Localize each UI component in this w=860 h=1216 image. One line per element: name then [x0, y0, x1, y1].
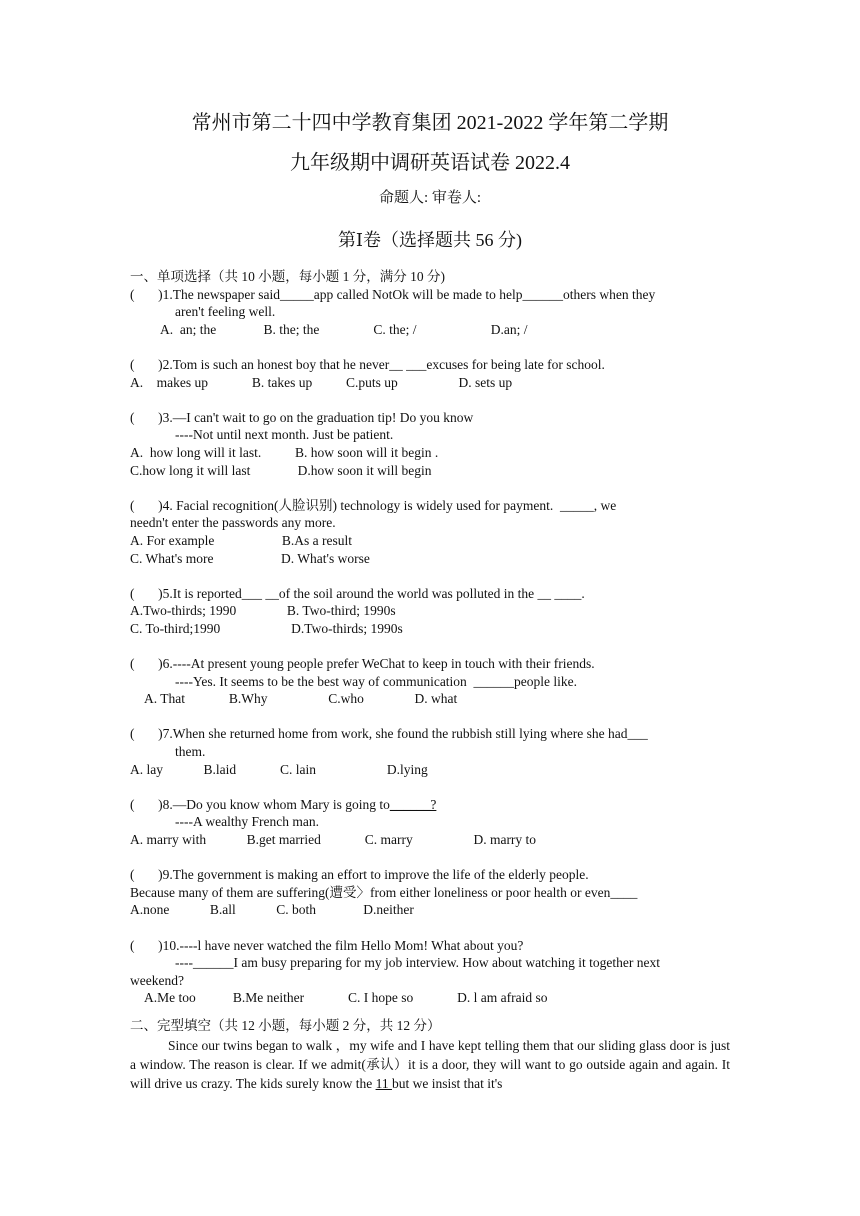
q4-options-line1: A. For example B.As a result: [130, 532, 352, 548]
q4-stem-line1: ( )4. Facial recognition(人脸识别) technology is widely used for payment. _____, we: [130, 497, 617, 513]
section1-heading: 一、单项选择（共 10 小题，每小题 1 分，满分 10 分): [130, 269, 445, 284]
q8-options: A. marry with B.get married C. marry D. marry to: [130, 832, 537, 847]
q5-stem: ( )5.It is reported___ __of the soil around the world was polluted in the __ ____.: [130, 585, 585, 601]
q3-stem-line1: ( )3.—I can't wait to go on the graduation tip! Do you know: [130, 409, 474, 425]
exam-title-line2: 九年级期中调研英语试卷 2022.4: [290, 152, 570, 174]
q5-options-line1: A.Two-thirds; 1990 B. Two-third; 1990s: [130, 603, 396, 619]
exam-title-line1: 常州市第二十四中学教育集团 2021-2022 学年第二学期: [191, 112, 669, 134]
q7-stem-line1: ( )7.When she returned home from work, she found the rubbish still lying where she had___: [130, 726, 648, 742]
cloze-passage: [130, 1036, 730, 1093]
q4-options-line2: C. What's more D. What's worse: [130, 550, 370, 566]
q10-stem-line1: ( )10.----l have never watched the film Hello Mom! What about you?: [130, 937, 524, 953]
q6-options: A. That B.Why C.who D. what: [144, 691, 458, 707]
cloze-blank-11: 11: [375, 1075, 392, 1091]
exam-content: [130, 268, 730, 1093]
q9-options: A.none B.all C. both D.neither: [130, 902, 414, 918]
q10-options: A.Me too B.Me neither C. I hope so D. l am afraid so: [144, 990, 548, 1006]
q3-options-line2: C.how long it will last D.how soon it will begin: [130, 462, 432, 478]
q1-stem-line1: ( )1.The newspaper said_____app called NotOk will be made to help______others when they: [130, 286, 656, 302]
q8-stem-line2: ----A wealthy French man.: [175, 814, 319, 830]
q2-stem: ( )2.Tom is such an honest boy that he never__ ___excuses for being late for school.: [130, 356, 605, 372]
q8-stem-line1: [130, 796, 730, 814]
q6-stem-line1: ( )6.----At present young people prefer WeChat to keep in touch with their friends.: [130, 656, 595, 672]
authors-line: 命题人: 审卷人:: [378, 190, 482, 206]
q7-stem-line2: them.: [175, 744, 206, 760]
q3-options-line1: A. how long will it last. B. how soon will it begin .: [130, 444, 439, 460]
volume-title: 第Ⅰ卷（选择题共 56 分): [337, 230, 523, 250]
cloze-text-part1: Since our twins began to walk ，my wife and I have kept telling them that our sliding glass door is just a window. The reason is clear. If we admit(承认）it is a door, they will want to go outside again and again. It will drive us crazy. The kids surely know the: [130, 1037, 730, 1091]
q2-options: A. makes up B. takes up C.puts up D. sets up: [130, 374, 513, 390]
q1-stem-line2: aren't feeling well.: [175, 304, 276, 320]
q9-stem-line1: ( )9.The government is making an effort to improve the life of the elderly people.: [130, 867, 589, 883]
cloze-text-part2: but we insist that it's: [391, 1075, 503, 1091]
q4-stem-line2: needn't enter the passwords any more.: [130, 515, 336, 531]
q5-options-line2: C. To-third;1990 D.Two-thirds; 1990s: [130, 620, 403, 636]
q10-stem-line2: ----______I am busy preparing for my job interview. How about watching it together next: [175, 955, 660, 971]
q9-stem-line2: Because many of them are suffering(遭受〉from either loneliness or poor health or even____: [130, 884, 638, 900]
q1-options: A. an; the B. the; the C. the; / D.an; /: [160, 321, 528, 337]
q3-stem-line2: ----Not until next month. Just be patient.: [175, 427, 394, 443]
q10-stem-line3: weekend?: [130, 972, 184, 988]
q6-stem-line2: ----Yes. It seems to be the best way of communication ______people like.: [175, 673, 578, 689]
section2-heading: 二、完型填空（共 12 小题，每小题 2 分，共 12 分）: [130, 1017, 441, 1033]
q7-options: A. lay B.laid C. lain D.lying: [130, 761, 428, 777]
q8-stem-text: ( )8.—Do you know whom Mary is going to: [130, 796, 390, 812]
q8-blank: ______?: [389, 796, 437, 812]
